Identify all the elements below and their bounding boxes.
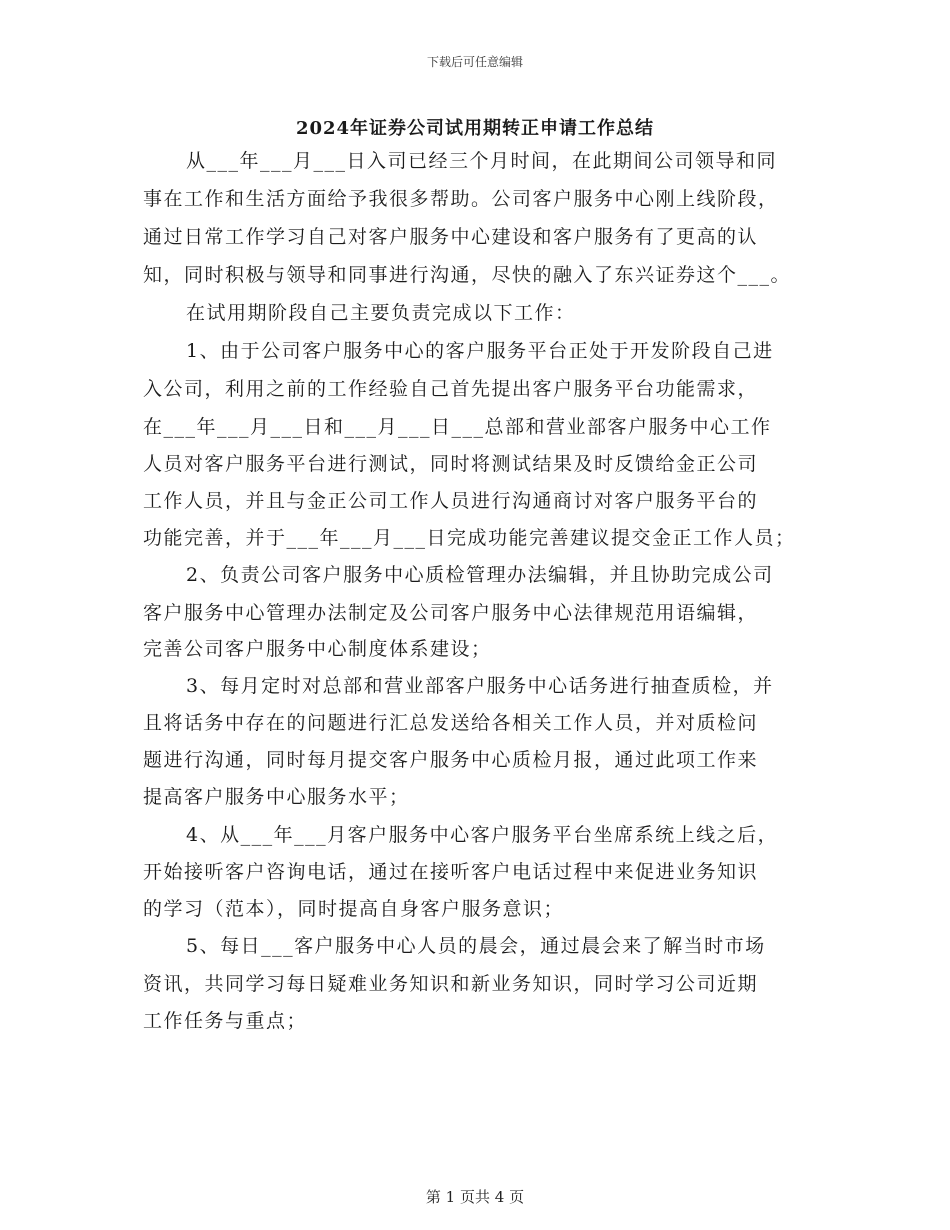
body-line: 入公司，利用之前的工作经验自己首先提出客户服务平台功能需求， [143,378,759,400]
body-line: 客户服务中心管理办法制定及公司客户服务中心法律规范用语编辑， [143,602,759,624]
body-line: 事在工作和生活方面给予我很多帮助。公司客户服务中心刚上线阶段， [143,188,779,210]
page-footer: 第 1 页共 4 页 [425,1188,525,1206]
body-line: 知，同时积极与领导和同事进行沟通，尽快的融入了东兴证券这个___。 [143,264,792,286]
body-line: 5、每日___客户服务中心人员的晨会，通过晨会来了解当时市场 [186,935,766,957]
body-line: 在试用期阶段自己主要负责完成以下工作： [186,302,576,324]
document-title: 2024年证券公司试用期转正申请工作总结 [295,118,655,139]
body-line: 4、从___年___月客户服务中心客户服务平台坐席系统上线之后， [186,824,779,846]
header-note: 下载后可任意编辑 [426,55,523,69]
body-line: 3、每月定时对总部和营业部客户服务中心话务进行抽查质检，并 [186,675,774,697]
body-line: 工作任务与重点； [143,1010,308,1032]
body-line: 的学习（范本），同时提高自身客户服务意识； [143,898,565,920]
body-line: 题进行沟通，同时每月提交客户服务中心质检月报，通过此项工作来 [143,749,759,771]
body-line: 工作人员，并且与金正公司工作人员进行沟通商讨对客户服务平台的 [143,490,759,512]
body-line: 资讯，共同学习每日疑难业务知识和新业务知识，同时学习公司近期 [143,973,759,995]
body-line: 在___年___月___日和___月___日___总部和营业部客户服务中心工作 [143,416,772,438]
body-line: 完善公司客户服务中心制度体系建设； [143,638,492,660]
body-line: 开始接听客户咨询电话，通过在接听客户电话过程中来促进业务知识 [143,861,759,883]
body-line: 功能完善，并于___年___月___日完成功能完善建议提交金正工作人员； [143,527,796,549]
body-line: 1、由于公司客户服务中心的客户服务平台正处于开发阶段自己进 [186,340,774,362]
body-line: 2、负责公司客户服务中心质检管理办法编辑，并且协助完成公司 [186,564,774,586]
body-line: 从___年___月___日入司已经三个月时间，在此期间公司领导和同 [186,150,778,172]
body-line: 人员对客户服务平台进行测试，同时将测试结果及时反馈给金正公司 [143,453,759,475]
body-line: 提高客户服务中心服务水平； [143,786,410,808]
body-line: 且将话务中存在的问题进行汇总发送给各相关工作人员，并对质检问 [143,712,759,734]
body-line: 通过日常工作学习自己对客户服务中心建设和客户服务有了更高的认 [143,226,759,248]
